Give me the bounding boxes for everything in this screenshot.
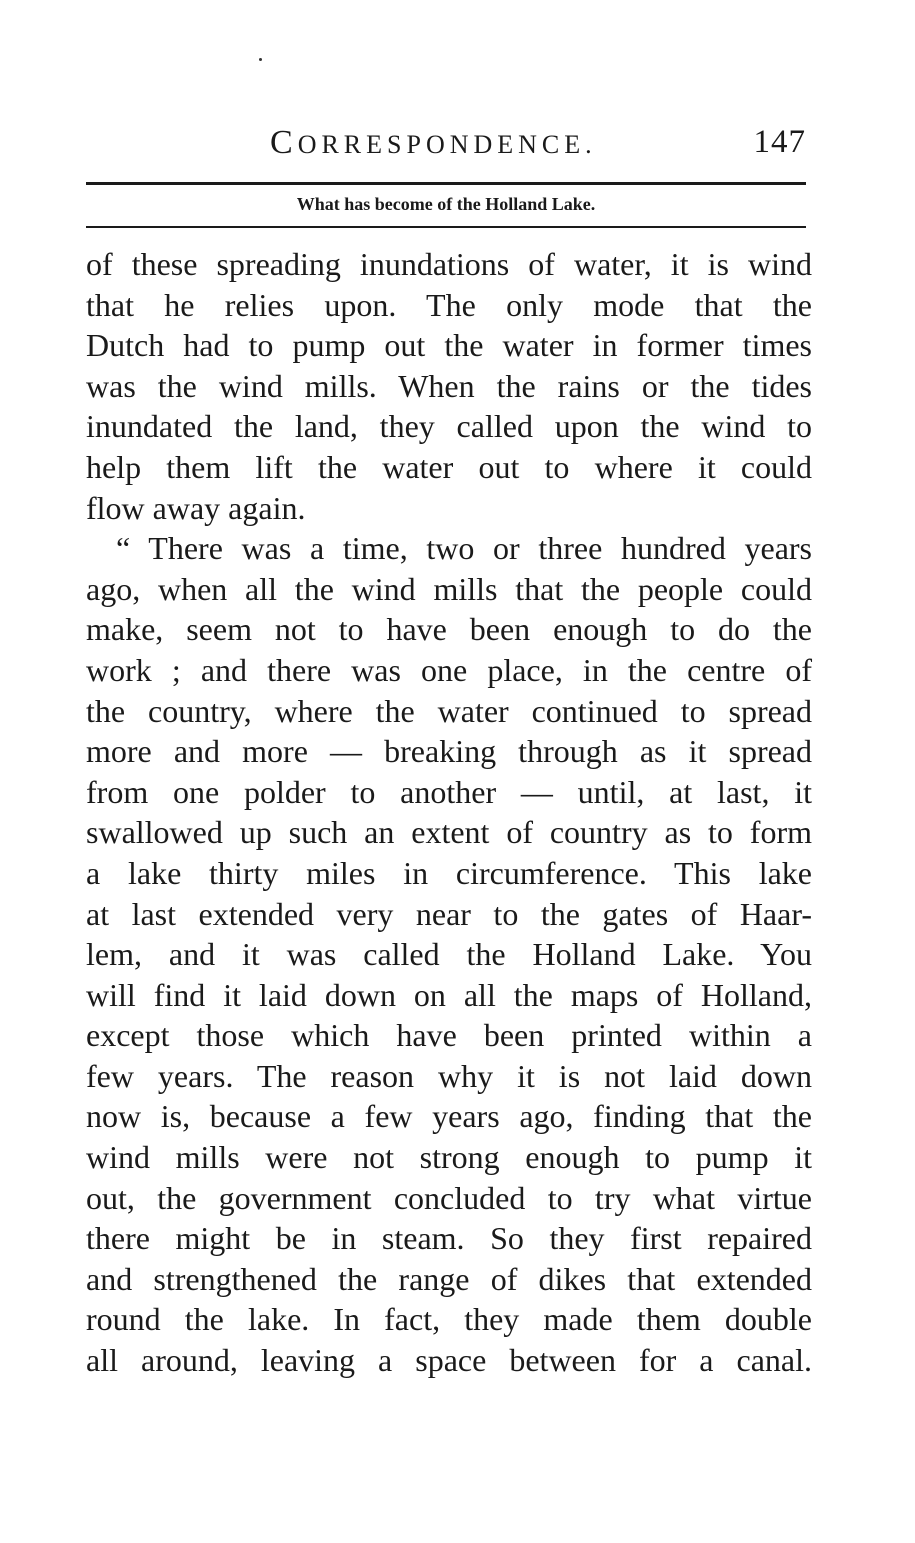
text-line: of these spreading inundations of water, it is wind — [86, 246, 812, 282]
text-line: “ There was a time, two or three hundred years — [116, 530, 812, 567]
text-line: make, seem not to have been enough to do the — [86, 611, 812, 648]
text-line: help them lift the water out to where it could — [86, 448, 812, 485]
text-line: a lake thirty miles in circumference. This lake — [86, 854, 812, 891]
text-line: more and more — breaking through as it spread — [86, 733, 812, 770]
header-rule-bottom — [86, 226, 806, 228]
text-line: except those which have been printed within a — [86, 1017, 812, 1054]
text-line: all around, leaving a space between for a canal. — [86, 1342, 812, 1379]
text-line: Dutch had to pump out the water in former times — [86, 327, 812, 364]
body-text — [86, 244, 812, 1381]
running-title-initial: C — [270, 124, 298, 161]
text-line: was the wind mills. When the rains or the tides — [86, 367, 812, 404]
text-line: now is, because a few years ago, finding that the — [86, 1098, 812, 1135]
running-title-rest: ORRESPONDENCE. — [297, 130, 597, 159]
text-line: lem, and it was called the Holland Lake. You — [86, 936, 812, 973]
running-head — [86, 124, 806, 172]
text-line: wind mills were not strong enough to pump it — [86, 1139, 812, 1176]
header-rule-top — [86, 182, 806, 185]
text-line: work ; and there was one place, in the centre of — [86, 651, 812, 688]
text-line: at last extended very near to the gates of Haar- — [86, 895, 812, 932]
text-line: will find it laid down on all the maps of Holland, — [86, 976, 812, 1013]
text-line: there might be in steam. So they first repaired — [86, 1220, 812, 1257]
section-subtitle: What has become of the Holland Lake. — [296, 194, 596, 214]
text-line: round the lake. In fact, they made them double — [86, 1301, 812, 1338]
text-line: inundated the land, they called upon the wind to — [86, 408, 812, 445]
text-line: ago, when all the wind mills that the people could — [86, 570, 812, 607]
text-line: few years. The reason why it is not laid down — [86, 1057, 812, 1094]
text-line: flow away again. — [86, 489, 306, 526]
text-line: the country, where the water continued to spread — [86, 692, 812, 729]
text-line: and strengthened the range of dikes that extended — [86, 1260, 812, 1297]
ink-speck — [259, 58, 262, 61]
text-line: from one polder to another — until, at last, it — [86, 773, 812, 810]
text-line: swallowed up such an extent of country as to form — [86, 814, 812, 851]
page-number: 147 — [753, 124, 806, 160]
text-line: that he relies upon. The only mode that the — [86, 286, 812, 323]
text-line: out, the government concluded to try what virtue — [86, 1179, 812, 1216]
running-title — [270, 124, 597, 162]
